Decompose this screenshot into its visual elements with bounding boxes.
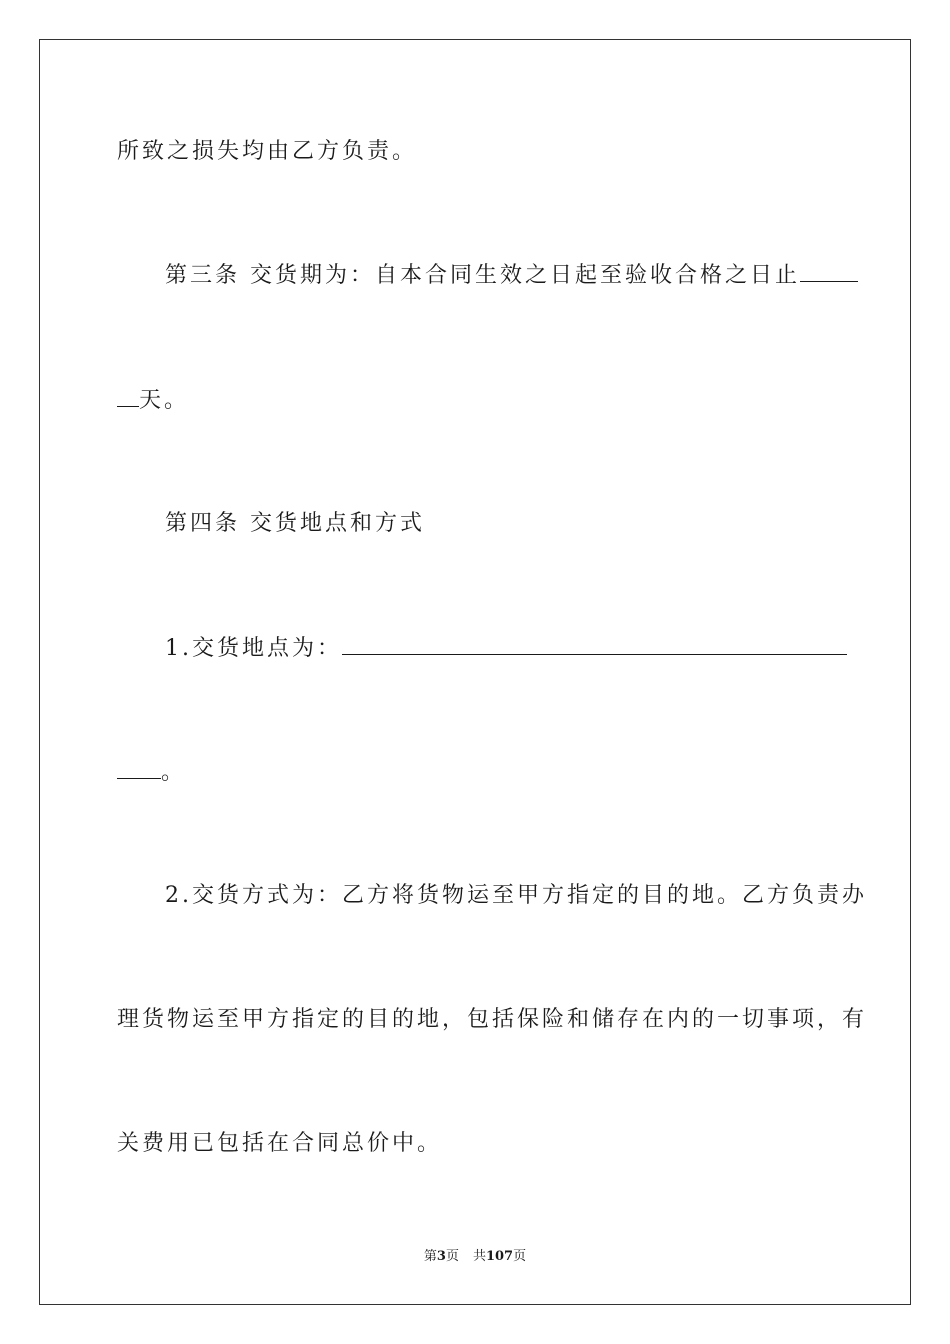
- text-line-2: [165, 261, 858, 290]
- page-suffix: 页: [445, 1249, 459, 1264]
- line-text: 第四条 交货地点和方式: [165, 511, 425, 536]
- page-footer: [0, 1248, 950, 1266]
- line-text: 2.交货方式为：乙方将货物运至甲方指定的目的地。乙方负责办: [165, 883, 867, 908]
- page-border: [39, 39, 911, 1305]
- line-text: 1.交货地点为：: [165, 636, 342, 661]
- total-pages: 107: [485, 1249, 514, 1264]
- text-line-1: [117, 138, 417, 166]
- page-prefix: 第: [423, 1249, 437, 1264]
- line-text: 天。: [139, 388, 190, 413]
- article-heading: [165, 510, 425, 538]
- total-prefix: 共: [472, 1249, 486, 1264]
- text-line-9: [117, 1130, 442, 1158]
- line-text: 所致之损失均由乙方负责。: [117, 139, 418, 164]
- text-line-3: [117, 386, 189, 415]
- total-suffix: 页: [513, 1249, 527, 1264]
- text-line-5: [165, 634, 847, 663]
- fill-blank: [117, 758, 161, 779]
- fill-blank: [117, 386, 139, 407]
- line-text: 理货物运至甲方指定的目的地，包括保险和储存在内的一切事项，有: [117, 1007, 868, 1032]
- line-text: 关费用已包括在合同总价中。: [117, 1131, 443, 1156]
- line-text: 第三条 交货期为：自本合同生效之日起至验收合格之日止: [165, 263, 800, 288]
- page-number: 3: [436, 1249, 446, 1264]
- fill-blank: [800, 261, 858, 282]
- text-line-6: [117, 758, 186, 787]
- line-text: 。: [161, 760, 187, 785]
- text-line-8: [117, 1006, 867, 1034]
- fill-blank: [342, 634, 847, 655]
- text-line-7: [165, 882, 867, 910]
